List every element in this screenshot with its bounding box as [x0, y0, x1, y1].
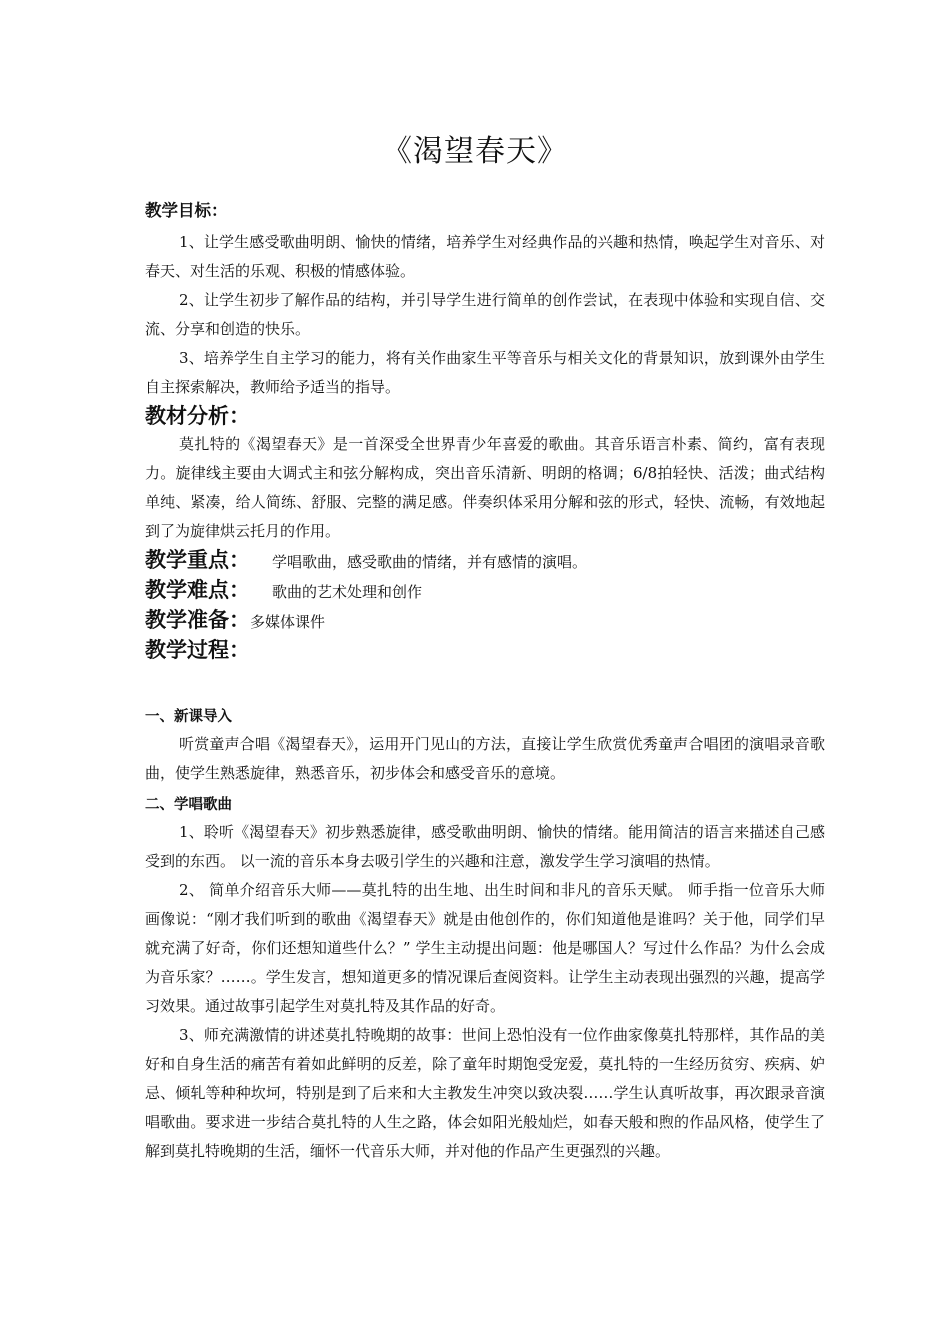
section-2-item-1: 1、聆听《渴望春天》初步熟悉旋律，感受歌曲明朗、愉快的情绪。能用简洁的语言来描述自己感受到的东西。 以一流的音乐本身去吸引学生的兴趣和注意，激发学生学习演唱的热情。: [145, 823, 825, 870]
section-2-item-2: 2、 简单介绍音乐大师——莫扎特的出生地、出生时间和非凡的音乐天赋。 师手指一位音乐大师画像说：“刚才我们听到的歌曲《渴望春天》就是由他创作的，你们知道他是谁吗？关于他，同学们早就充满了好奇，你们还想知道些什么？” 学生主动提出问题：他是哪国人？写过什么作品？为什么会成为音乐家？……。学生发言，想知道更多的情况课后查阅资料。让学生主动表现出强烈的兴趣，提高学习效果。通过故事引起学生对莫扎特及其作品的好奇。: [145, 881, 825, 1015]
section-1-title: 一、新课导入: [145, 709, 232, 725]
section-1-text: 听赏童声合唱《渴望春天》，运用开门见山的方法，直接让学生欣赏优秀童声合唱团的演唱录音歌曲，使学生熟悉旋律，熟悉音乐，初步体会和感受音乐的意境。: [145, 735, 825, 782]
difficulty-label: 教学难点：: [145, 578, 250, 602]
preparation-label: 教学准备：: [145, 608, 250, 632]
key-point-text: 学唱歌曲，感受歌曲的情绪，并有感情的演唱。: [271, 553, 587, 571]
document-title: 《渴望春天》: [382, 134, 568, 169]
section-2-title: 二、学唱歌曲: [145, 797, 232, 813]
objectives-heading: 教学目标：: [145, 201, 228, 220]
process-heading: 教学过程：: [145, 638, 250, 662]
analysis-heading: 教材分析：: [145, 404, 250, 428]
preparation-text: 多媒体课件: [250, 613, 326, 631]
objective-item-1: 1、让学生感受歌曲明朗、愉快的情绪，培养学生对经典作品的兴趣和热情，唤起学生对音乐、对春天、对生活的乐观、积极的情感体验。: [145, 233, 825, 280]
objective-item-3: 3、培养学生自主学习的能力，将有关作曲家生平等音乐与相关文化的背景知识，放到课外由学生自主探索解决，教师给予适当的指导。: [145, 349, 825, 396]
document-body: [145, 200, 825, 1166]
key-point-row: [145, 546, 825, 576]
difficulty-row: [145, 576, 825, 606]
preparation-row: [145, 606, 825, 636]
key-point-label: 教学重点：: [145, 548, 250, 572]
analysis-text: 莫扎特的《渴望春天》是一首深受全世界青少年喜爱的歌曲。其音乐语言朴素、简约，富有表现力。旋律线主要由大调式主和弦分解构成，突出音乐清新、明朗的格调；6/8拍轻快、活泼；曲式结构单纯、紧凑，给人简练、舒服、完整的满足感。伴奏织体采用分解和弦的形式，轻快、流畅，有效地起到了为旋律烘云托月的作用。: [145, 435, 825, 540]
section-2-item-3: 3、师充满激情的讲述莫扎特晚期的故事：世间上恐怕没有一位作曲家像莫扎特那样，其作品的美好和自身生活的痛苦有着如此鲜明的反差，除了童年时期饱受宠爱，莫扎特的一生经历贫穷、疾病、妒忌、倾轧等种种坎坷，特别是到了后来和大主教发生冲突以致决裂……学生认真听故事，再次跟录音演唱歌曲。要求进一步结合莫扎特的人生之路，体会如阳光般灿烂，如春天般和煦的作品风格，使学生了解到莫扎特晚期的生活，缅怀一代音乐大师，并对他的作品产生更强烈的兴趣。: [145, 1026, 825, 1160]
difficulty-text: 歌曲的艺术处理和创作: [271, 583, 422, 601]
objective-item-2: 2、让学生初步了解作品的结构，并引导学生进行简单的创作尝试，在表现中体验和实现自信、交流、分享和创造的快乐。: [145, 291, 825, 338]
